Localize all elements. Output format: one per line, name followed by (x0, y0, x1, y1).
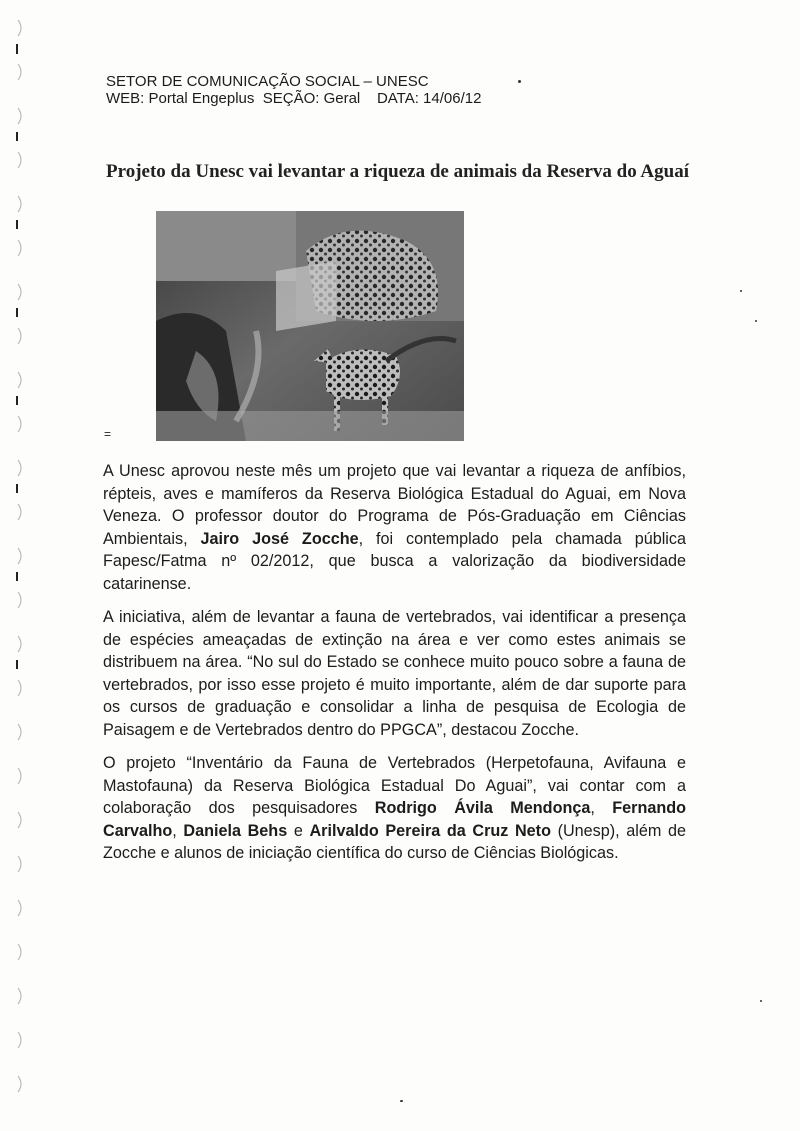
paragraph-1 (103, 460, 686, 596)
header-source-line: WEB: Portal Engeplus SEÇÃO: Geral DATA: 14/06/12 (106, 90, 482, 107)
paragraph-1-text-a: A Unesc aprovou neste mês um projeto que vai levantar a riqueza de anfíbios, répteis, aves e mamíferos da Reserva Biológica Estadual do Aguai, em Nova Veneza. O professor doutor do Programa de Pós-Graduação em Ciências Ambientais, (103, 462, 686, 548)
paragraph-3-text-a: O projeto “Inventário da Fauna de Vertebrados (Herpetofauna, Avifauna e Mastofauna) da Reserva Biológica Estadual Do Aguai”, vai contar com a colaboração dos pesquisadores (103, 754, 686, 818)
paragraph-1-text-b: , foi contemplado pela chamada pública Fapesc/Fatma nº 02/2012, que busca a valorização da biodiversidade catarinense. (103, 529, 686, 593)
researcher-name: Rodrigo Ávila Mendonça (374, 799, 591, 818)
researcher-name: Arilvaldo Pereira da Cruz Neto (309, 821, 551, 840)
paragraph-3-sep-2: , (172, 821, 184, 840)
header-sector: SETOR DE COMUNICAÇÃO SOCIAL – UNESC (106, 73, 429, 90)
scan-speck (760, 1000, 762, 1002)
scan-speck (400, 1100, 403, 1102)
paragraph-3 (103, 752, 686, 865)
photo-caption-marker: = (104, 427, 112, 441)
scan-speck (518, 80, 521, 83)
scan-speck (740, 290, 742, 292)
paragraph-3-text-b: (Unesp), além de Zocche e alunos de iniciação científica do curso de Ciências Biológicas. (103, 821, 687, 863)
document-header (106, 73, 481, 107)
researcher-name: Daniela Behs (183, 821, 288, 840)
researcher-name: Jairo José Zocche (200, 529, 359, 548)
paragraph-3-sep-1: , (590, 799, 613, 818)
paragraph-3-sep-3: e (287, 821, 310, 840)
researcher-name: Fernando Carvalho (103, 799, 687, 840)
scan-speck (755, 320, 757, 322)
ocelot-photo (156, 211, 464, 441)
paragraph-2-text: A iniciativa, além de levantar a fauna de vertebrados, vai identificar a presença de espécies ameaçadas de extinção na área e ver como estes animais se distribuem na área. “No sul do Estado se conhece muito pouco sobre a fauna de vertebrados, por isso esse projeto é muito importante, além de dar suporte para os cursos de graduação e consolidar a linha de pesquisa de Ecologia de Paisagem e de Vertebrados dentro do PPGCA”, destacou Zocche. (103, 608, 686, 739)
article-title: Projeto da Unesc vai levantar a riqueza de animais da Reserva do Aguaí (106, 161, 689, 182)
paragraph-2 (103, 606, 686, 742)
binder-punch-marks (8, 20, 38, 1120)
